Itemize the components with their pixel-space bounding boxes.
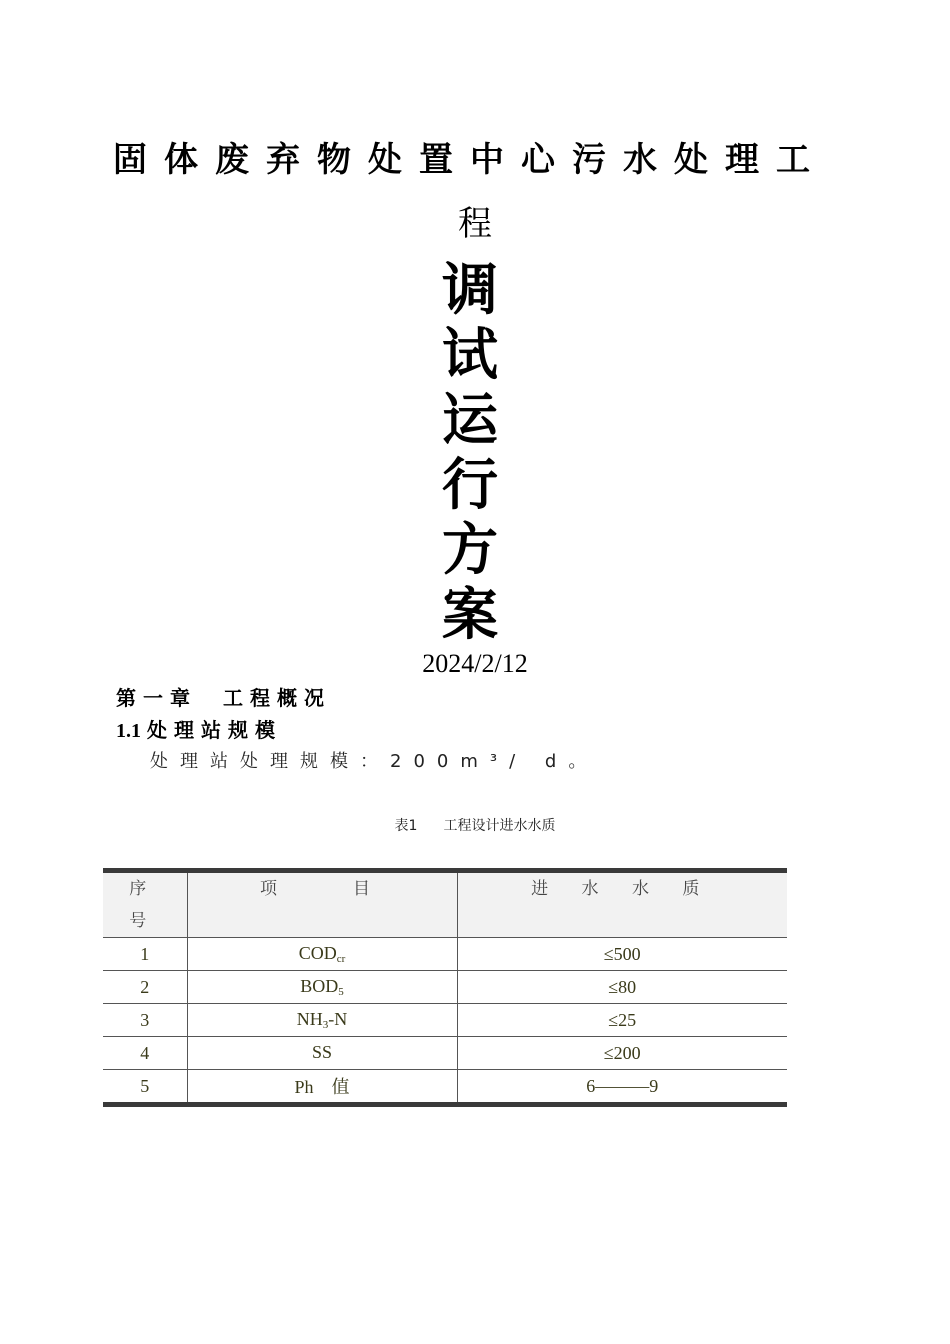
table-row (103, 1004, 787, 1037)
header-cell-item (187, 873, 457, 938)
item-text: NH (296, 1009, 323, 1029)
cell-no: 4 (103, 1037, 187, 1070)
chapter-heading (116, 684, 331, 712)
cell-value: ≤80 (457, 971, 787, 1004)
document-date: 2024/2/12 (422, 649, 528, 678)
cell-item (187, 1070, 457, 1103)
item-text: BOD (300, 976, 339, 996)
cell-value: ≤500 (457, 938, 787, 971)
cell-value: ≤25 (457, 1004, 787, 1037)
table-caption-label: 表1 (394, 818, 418, 834)
main-title-char: 调 (442, 258, 498, 323)
cell-value: 6———9 (457, 1070, 787, 1103)
item-text: COD (298, 943, 337, 963)
document-main-title (0, 258, 940, 648)
item-text: Ph 值 (294, 1077, 350, 1097)
cell-item (187, 971, 457, 1004)
header-cell-no (103, 873, 187, 938)
cell-item (187, 1004, 457, 1037)
section-number: 1.1 (116, 720, 141, 742)
table-row (103, 1070, 787, 1103)
item-subscript: 3 (322, 1019, 329, 1031)
water-quality-table (103, 868, 787, 1107)
item-text: SS (311, 1042, 333, 1062)
header-no-line1: 序 (129, 879, 161, 899)
main-title-char: 行 (442, 453, 498, 518)
main-title-char: 试 (442, 323, 498, 388)
table-row (103, 1037, 787, 1070)
main-title-char: 案 (442, 583, 498, 648)
body-paragraph: 处理站处理规模：200m³/ d。 (150, 751, 599, 772)
cell-no: 5 (103, 1070, 187, 1103)
table-row (103, 971, 787, 1004)
cell-no: 1 (103, 938, 187, 971)
item-subscript: 5 (338, 986, 344, 998)
main-title-char: 方 (442, 518, 498, 583)
header-quality-label: 进 水 水 质 (531, 879, 714, 899)
header-no-line2: 号 (129, 911, 161, 931)
chapter-label: 第一章 (116, 686, 197, 710)
section-name: 处理站规模 (147, 718, 282, 742)
document-title-line1: 固体废弃物处置中心污水处理工 (113, 140, 827, 180)
header-cell-quality (457, 873, 787, 938)
main-title-char: 运 (442, 388, 498, 453)
item-subscript: cr (336, 953, 346, 965)
cell-no: 2 (103, 971, 187, 1004)
table-caption (0, 815, 950, 837)
item-tail: -N (328, 1009, 348, 1029)
table-header-row (103, 873, 787, 938)
cell-no: 3 (103, 1004, 187, 1037)
chapter-name: 工程概况 (223, 686, 331, 710)
document-title-line2: 程 (458, 204, 492, 244)
cell-item (187, 1037, 457, 1070)
section-heading (116, 716, 282, 745)
cell-item (187, 938, 457, 971)
cell-value: ≤200 (457, 1037, 787, 1070)
header-item-label: 项 目 (260, 879, 384, 899)
table-row (103, 938, 787, 971)
table-caption-title: 工程设计进水水质 (443, 818, 556, 834)
